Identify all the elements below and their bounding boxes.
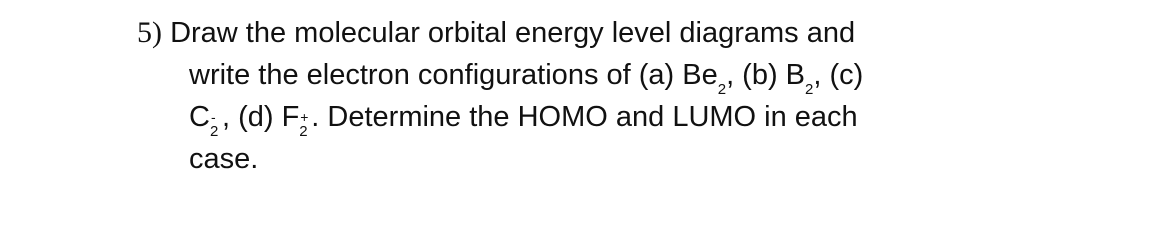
question-text-line-3b: , (d) F [221, 101, 300, 133]
question-5 [137, 12, 1147, 180]
question-text-line-2a: write the electron configurations of (a) Be [189, 59, 718, 91]
question-text-line-3c: . Determine the HOMO and LUMO in each [311, 101, 858, 133]
question-text-line-1: Draw the molecular orbital energy level diagrams and [170, 17, 856, 49]
f2-subscript: 2 [299, 123, 308, 140]
question-line-3 [137, 96, 1147, 138]
question-text-line-4: case. [189, 143, 259, 175]
question-line-4 [137, 138, 1147, 180]
b2-subscript: 2 [805, 81, 814, 98]
c2-minus-ion-label [209, 109, 222, 140]
c2-subscript: 2 [209, 123, 219, 140]
question-line-1 [137, 12, 1147, 54]
question-text-line-2c: , (c) [813, 59, 864, 91]
f2-charge: + [300, 109, 309, 125]
f2-plus-ion-label [299, 109, 311, 140]
c2-charge: - [210, 109, 216, 125]
question-number: 5) [137, 16, 162, 49]
question-text-line-3a: C [189, 101, 210, 133]
question-line-2 [137, 54, 1147, 96]
question-text-line-2b: , (b) B [726, 59, 806, 91]
be2-subscript: 2 [717, 81, 727, 98]
